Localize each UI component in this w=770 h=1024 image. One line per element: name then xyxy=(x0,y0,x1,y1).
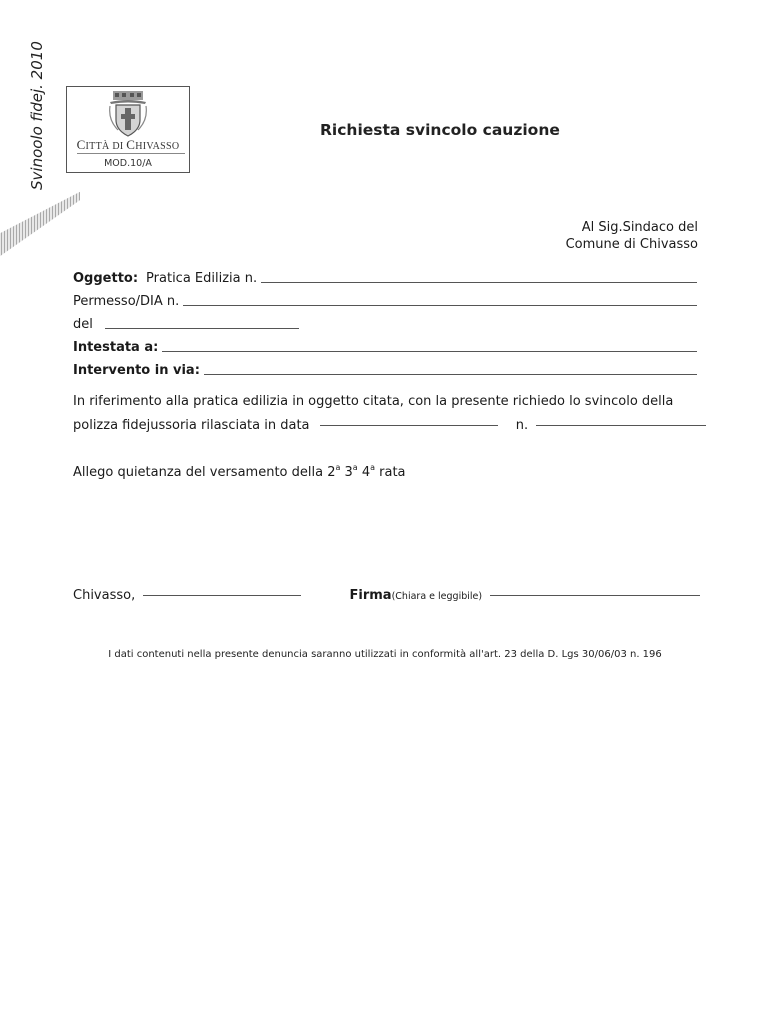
allego-line: Allego quietanza del versamento della 2$^a$ 3$^a$ 4$^a$ rata xyxy=(73,463,406,480)
page-title: Richiesta svincolo cauzione xyxy=(320,121,560,139)
permesso-number-field[interactable] xyxy=(183,305,697,306)
request-line-1: In riferimento alla pratica edilizia in oggetto citata, con la presente richiedo lo svincolo della xyxy=(73,394,674,409)
signature-field[interactable] xyxy=(490,595,700,596)
permesso-row xyxy=(73,289,697,309)
intervento-row xyxy=(73,358,697,378)
recipient-line-1: Al Sig.Sindaco del xyxy=(581,220,698,235)
module-code: MOD.10/A xyxy=(104,158,152,169)
del-label: del xyxy=(73,317,93,332)
signature-row xyxy=(73,584,700,609)
oggetto-label: Oggetto: xyxy=(73,271,139,286)
polizza-number-field[interactable] xyxy=(536,425,706,426)
firma-label: Firma(Chiara e leggibile) xyxy=(349,588,483,603)
intestata-field[interactable] xyxy=(162,351,697,352)
pratica-row xyxy=(73,266,697,286)
intestata-row xyxy=(73,335,697,355)
del-row xyxy=(73,312,697,332)
pratica-label: Pratica Edilizia n. xyxy=(146,271,258,286)
city-crest-icon xyxy=(108,90,148,138)
intestata-label: Intestata a: xyxy=(73,340,159,355)
intervento-address-field[interactable] xyxy=(204,374,697,375)
decorative-stripe xyxy=(0,192,80,270)
request-paragraph xyxy=(73,390,706,438)
intervento-label: Intervento in via: xyxy=(73,363,200,378)
logo-divider xyxy=(77,153,185,154)
place-date-field[interactable] xyxy=(143,595,301,596)
polizza-date-field[interactable] xyxy=(320,425,498,426)
pratica-number-field[interactable] xyxy=(261,282,697,283)
city-name: CITTÀ DI CHIVASSO xyxy=(76,137,180,152)
city-logo-box xyxy=(66,86,190,173)
del-date-field[interactable] xyxy=(105,328,299,329)
recipient-block xyxy=(566,219,698,253)
permesso-label: Permesso/DIA n. xyxy=(73,294,180,309)
recipient-line-2: Comune di Chivasso xyxy=(565,237,698,252)
privacy-footer: I dati contenuti nella presente denuncia saranno utilizzati in conformità all'art. 23 della D. Lgs 30/06/03 n. 196 xyxy=(108,649,662,660)
place-label: Chivasso, xyxy=(73,588,136,603)
request-line-2: polizza fidejussoria rilasciata in data n. xyxy=(73,414,706,438)
